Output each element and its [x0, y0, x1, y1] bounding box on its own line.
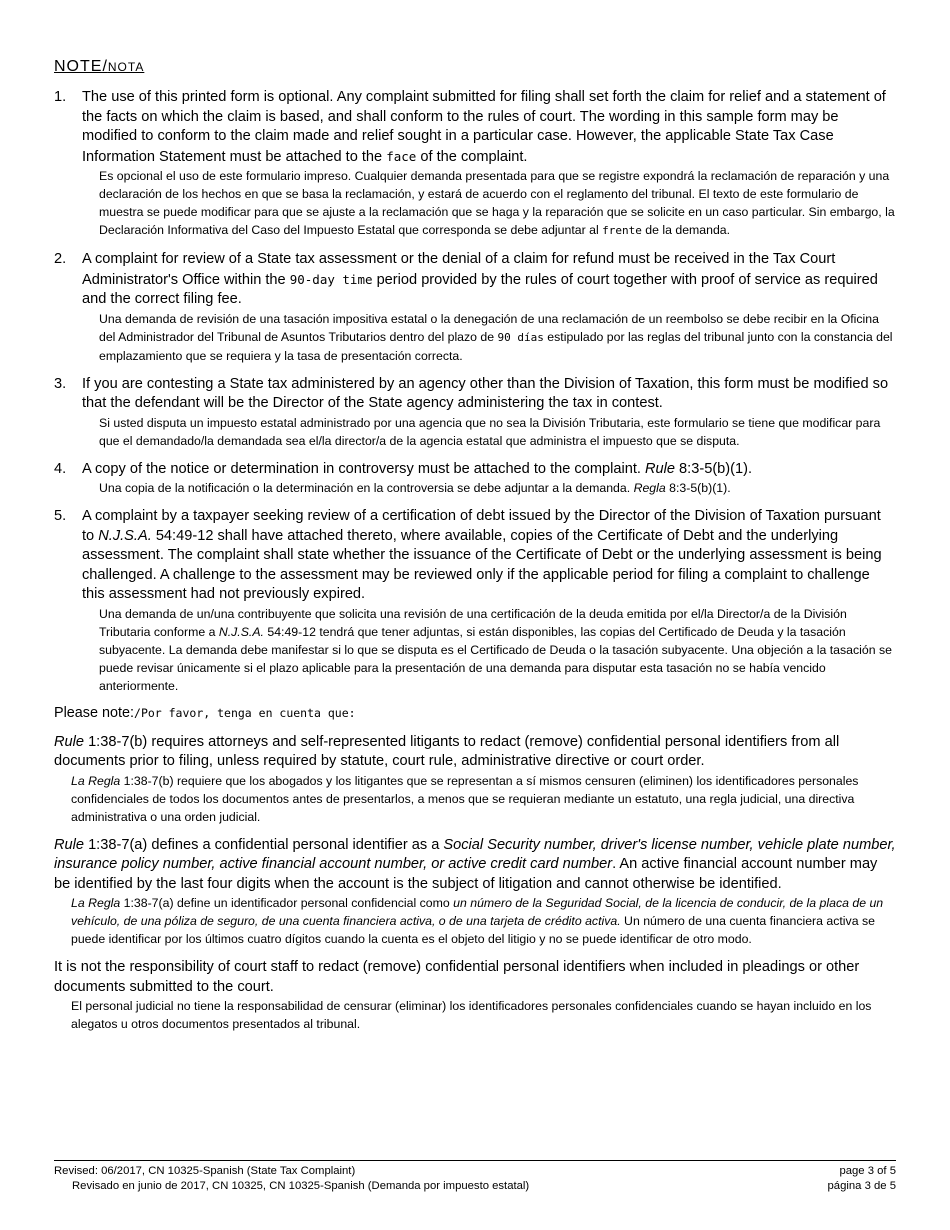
item-text-en: A copy of the notice or determination in controversy must be attached to the complaint. Rule 8:3-5(b)(1). [82, 460, 753, 477]
item-number: 4. [54, 460, 67, 477]
paragraph-text-en: It is not the responsibility of court staff to redact (remove) confidential personal identifiers when included in pleadings or other documents submitted to the court. [54, 959, 860, 995]
item-text-es: Una demanda de revisión de una tasación impositiva estatal o la denegación de una reclamación de un reembolso se debe recibir en la Oficina del Administrador del Tribunal de Asuntos Tributarios dentro del plazo de 90 días estipulado por las reglas del tribunal junto con la constancia del emplazamiento que se requiera y la tasa de presentación correcta. [99, 311, 893, 363]
note-item-3 [54, 375, 896, 450]
footer-revision-en: Revised: 06/2017, CN 10325-Spanish (State Tax Complaint) [54, 1165, 356, 1177]
please-note-heading: Please note:/Por favor, tenga en cuenta que: [54, 704, 356, 721]
note-heading [54, 58, 896, 76]
note-item-5 [54, 507, 896, 695]
item-number: 3. [54, 375, 67, 392]
item-text-es: Una copia de la notificación o la determinación en la controversia se debe adjuntar a la demanda. Regla 8:3-5(b)(1). [99, 481, 731, 495]
item-number: 5. [54, 508, 67, 524]
footer-page-number-es: página 3 de 5 [827, 1180, 896, 1192]
note-title-en: NOTE/ [54, 58, 108, 75]
note-item-2 [54, 250, 896, 365]
note-item-1 [54, 88, 896, 240]
rule-1-38-7b-paragraph [54, 733, 896, 826]
item-text-es: Si usted disputa un impuesto estatal administrado por una agencia que no sea la División Tributaria, este formulario se tiene que modificar para que el demandado/la demandada sea el/la director/a de la agencia estatal que administra el impuesto que se disputa. [99, 415, 881, 448]
rule-1-38-7a-paragraph [54, 836, 896, 949]
footer-page-number-en: page 3 of 5 [839, 1165, 896, 1177]
court-staff-paragraph [54, 958, 896, 1033]
paragraph-text-en: Rule 1:38-7(a) defines a confidential personal identifier as a Social Security number, driver's license number, vehicle plate number, insurance policy number, active financial account number, or active credit card number. An active financial account number may be identified by the last four digits when the account is the subject of litigation and cannot otherwise be identified. [54, 836, 896, 892]
paragraph-text-en: Rule 1:38-7(b) requires attorneys and self-represented litigants to redact (remove) confidential personal identifiers from all documents prior to filing, unless required by statute, court rule, administrative directive or court order. [54, 733, 840, 769]
item-text-en: A complaint for review of a State tax assessment or the denial of a claim for refund must be received in the Tax Court Administrator's Office within the 90-day time period provided by the rules of court together with proof of service as required and the correct filing fee. [82, 251, 878, 307]
page-footer [54, 1160, 896, 1194]
item-text-en: If you are contesting a State tax administered by an agency other than the Division of Taxation, this form must be modified so that the defendant will be the Director of the State agency administering the tax in contest. [82, 375, 889, 411]
footer-revision-es: Revisado en junio de 2017, CN 10325, CN 10325-Spanish (Demanda por impuesto estatal) [72, 1180, 530, 1192]
paragraph-text-es: La Regla 1:38-7(a) define un identificador personal confidencial como un número de la Seguridad Social, de la licencia de conducir, de la placa de un vehículo, de una póliza de seguro, de una cuenta financiera activa, o de una tarjeta de crédito activa. Un número de una cuenta financiera activa se puede identificar por los últimos cuatro dígitos cuando la cuenta es el objeto del litigio y no se puede identificar de otro modo. [71, 896, 884, 946]
item-text-en: The use of this printed form is optional. Any complaint submitted for filing shall set forth the claim for relief and a statement of the facts on which the claim is based, and shall conform to the rules of court. The wording in this sample form may be modified to conform to the claim made and relief sought in a particular case. However, the applicable State Tax Case Information Statement must be attached to the face of the complaint. [82, 89, 886, 165]
item-text-es: Una demanda de un/una contribuyente que solicita una revisión de una certificación de la deuda emitida por el/la Director/a de la División Tributaria conforme a N.J.S.A. 54:49-12 tendrá que tener adjuntas, si están disponibles, las copias del Certificado de Deuda y la tasación subyacente. La demanda debe manifestar si lo que se disputa es el Certificado de Deuda o la tasación subyacente. Una objeción a la tasación se puede revisar únicamente si el plazo aplicable para la presentación de una demanda para disputar esta tasación no se había vencido anteriormente. [99, 606, 892, 693]
note-title-es: NOTA [107, 60, 145, 74]
document-page [54, 58, 896, 1043]
item-number: 2. [54, 251, 67, 267]
item-text-en: A complaint by a taxpayer seeking review of a certification of debt issued by the Director of the Division of Taxation pursuant to N.J.S.A. 54:49-12 shall have attached thereto, where available, copies of the Certificate of Debt and the underlying assessment. The complaint shall state whether the issuance of the Certificate of Debt or the underlying assessment is being challenged. A challenge to the assessment may be reviewed only if the applicable period for filing a complaint to challenge this assessment had not previously expired. [82, 508, 882, 602]
item-number: 1. [54, 89, 67, 105]
note-item-4 [54, 460, 896, 498]
paragraph-text-es: El personal judicial no tiene la responsabilidad de censurar (eliminar) los identificadores personales confidenciales cuando se hayan incluido en los alegatos u otros documentos presentados al tribunal. [71, 999, 872, 1031]
item-text-es: Es opcional el uso de este formulario impreso. Cualquier demanda presentada para que se registre expondrá la reclamación de reparación y una declaración de los hechos en que se basa la reclamación, y estará de acuerdo con el reglamento del tribunal. El texto de este formulario de muestra se puede modificar para que se ajuste a la reclamación que se haga y la reparación que se solicite en un caso particular. Sin embargo, la Declaración Informativa del Caso del Impuesto Estatal que corresponda se debe adjuntar al frente de la demanda. [99, 169, 895, 237]
paragraph-text-es: La Regla 1:38-7(b) requiere que los abogados y los litigantes que se representan a sí mismos censuren (eliminen) los identificadores personales confidenciales de todos los documentos antes de presentarlos, a menos que se requieran mediante un estatuto, una regla judicial, una directiva administrativa o una orden judicial. [71, 773, 859, 824]
